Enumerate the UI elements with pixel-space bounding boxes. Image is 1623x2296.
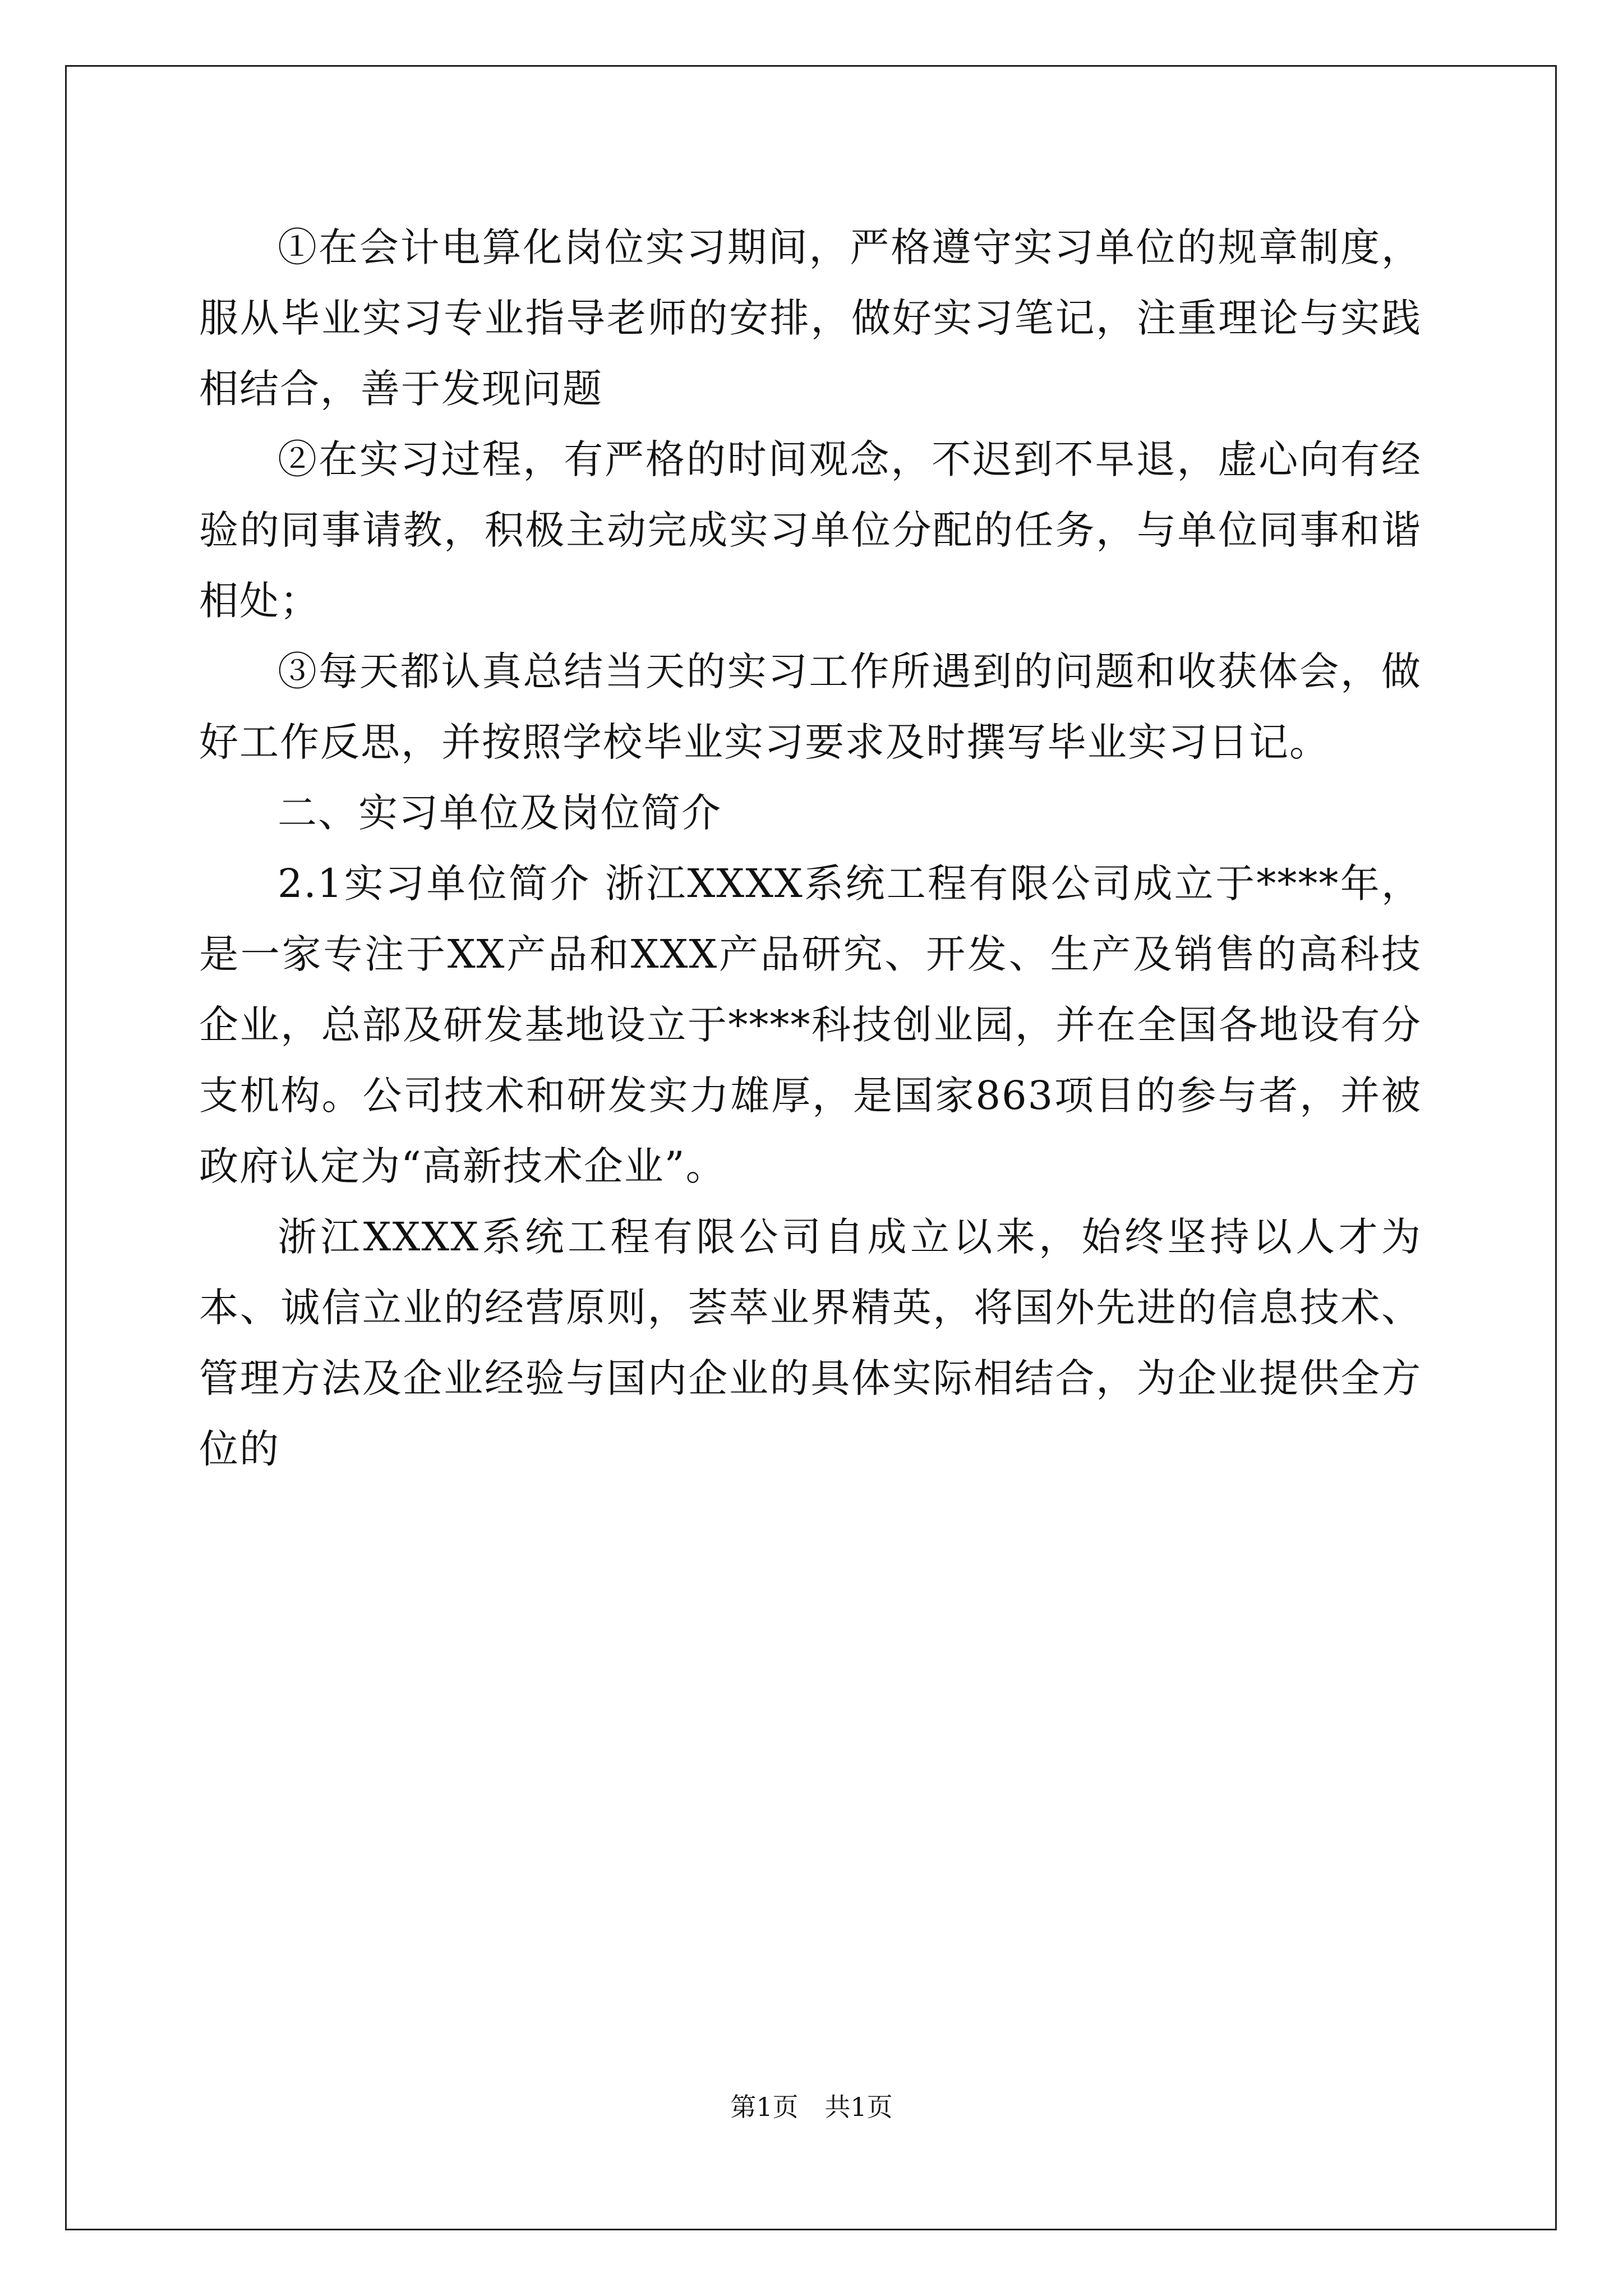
- paragraph-company-philosophy: 浙江XXXX系统工程有限公司自成立以来，始终坚持以人才为本、诚信立业的经营原则，荟萃业界精英，将国外先进的信息技术、管理方法及企业经验与国内企业的具体实际相结合，为企业提供全方位的: [199, 1214, 1422, 1472]
- paragraph-duty-1: ①在会计电算化岗位实习期间，严格遵守实习单位的规章制度，服从毕业实习专业指导老师的安排，做好实习笔记，注重理论与实践相结合，善于发现问题: [199, 224, 1422, 412]
- paragraph-company-intro: 2.1实习单位简介 浙江XXXX系统工程有限公司成立于****年，是一家专注于XX产品和XXX产品研究、开发、生产及销售的高科技企业，总部及研发基地设立于****科技创业园，并在全国各地设有分支机构。公司技术和研发实力雄厚，是国家863项目的参与者，并被政府认定为“高新技术企业”。: [199, 861, 1422, 1189]
- page-footer: [0, 2087, 1623, 2124]
- paragraph-duty-3: ③每天都认真总结当天的实习工作所遇到的问题和收获体会，做好工作反思，并按照学校毕业实习要求及时撰写毕业实习日记。: [199, 648, 1422, 765]
- document-body: [199, 212, 1422, 1484]
- section-heading: 二、实习单位及岗位简介: [278, 790, 722, 836]
- page-total: 共1页: [824, 2092, 893, 2122]
- paragraph-duty-2: ②在实习过程，有严格的时间观念，不迟到不早退，虚心向有经验的同事请教，积极主动完成实习单位分配的任务，与单位同事和谐相处；: [199, 436, 1422, 624]
- page-number: 第1页: [730, 2092, 799, 2122]
